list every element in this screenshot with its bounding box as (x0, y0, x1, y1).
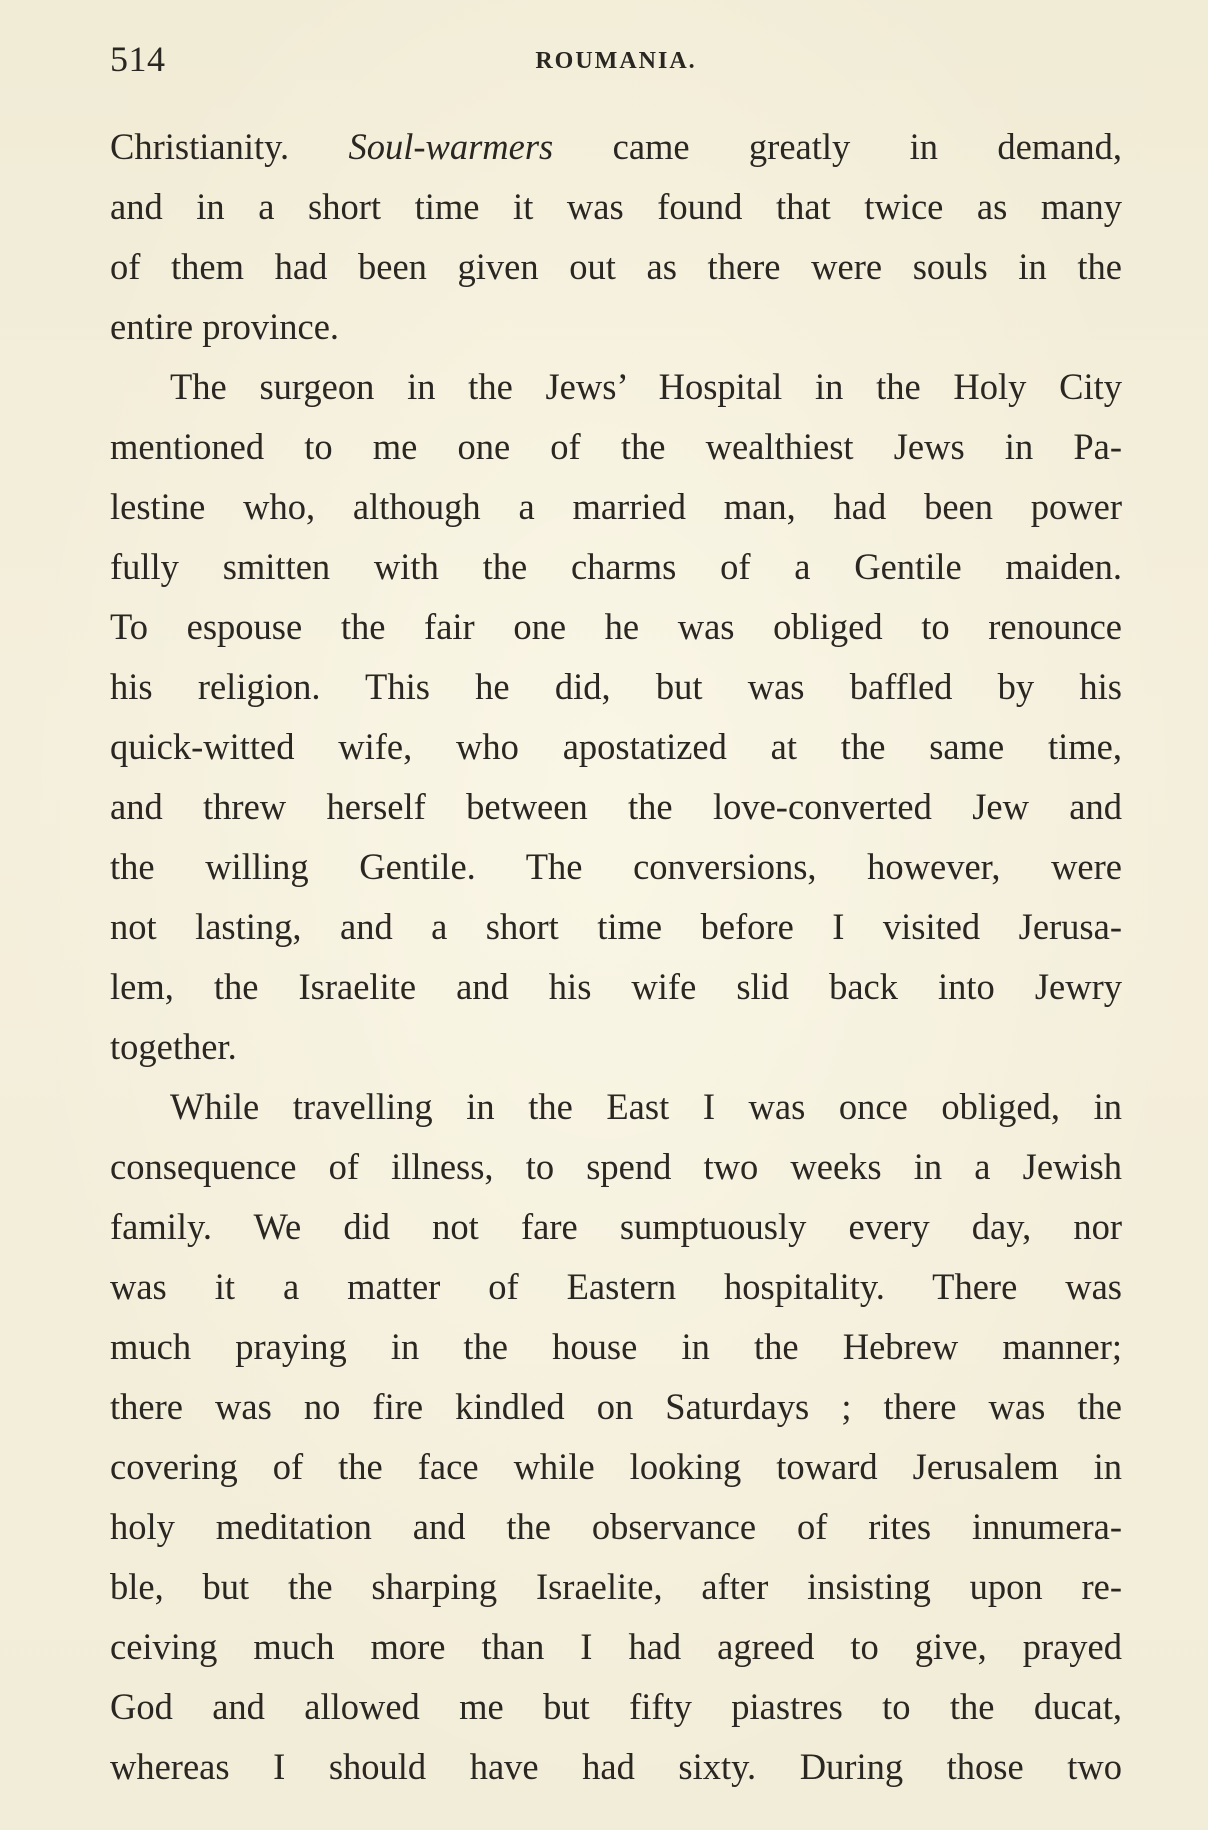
text-line: Christianity. Soul-warmers came greatly in demand, (110, 126, 1122, 167)
text-line: lem, the Israelite and his wife slid back into Jewry (110, 966, 1122, 1007)
text-line: and in a short time it was found that twice as many (110, 186, 1122, 227)
text-line: ble, but the sharping Israelite, after insisting upon re- (110, 1566, 1122, 1607)
text-line: the willing Gentile. The conversions, however, were (110, 846, 1122, 887)
body-text (110, 117, 1122, 1797)
page-number: 514 (110, 39, 166, 79)
text-line: To espouse the fair one he was obliged to renounce (110, 606, 1122, 647)
text-line: lestine who, although a married man, had been power (110, 486, 1122, 527)
paragraph-start-line: While travelling in the East I was once obliged, in (170, 1086, 1122, 1127)
text-line: not lasting, and a short time before I visited Jerusa- (110, 906, 1122, 947)
text-line: quick-witted wife, who apostatized at the same time, (110, 726, 1122, 767)
text-line: consequence of illness, to spend two weeks in a Jewish (110, 1146, 1122, 1187)
paragraph-start-line: The surgeon in the Jews’ Hospital in the Holy City (170, 366, 1122, 407)
italic-term: Soul-warmers (348, 126, 554, 167)
text-line: holy meditation and the observance of rites innumera- (110, 1506, 1122, 1547)
text-line: ceiving much more than I had agreed to give, prayed (110, 1626, 1122, 1667)
text-line: mentioned to me one of the wealthiest Jews in Pa- (110, 426, 1122, 467)
running-title: ROUMANIA. (535, 48, 697, 74)
text-line: of them had been given out as there were souls in the (110, 246, 1122, 287)
text-line: his religion. This he did, but was baffled by his (110, 666, 1122, 707)
text-line: fully smitten with the charms of a Gentile maiden. (110, 546, 1122, 587)
text-line: much praying in the house in the Hebrew manner; (110, 1326, 1122, 1367)
text-line: and threw herself between the love-converted Jew and (110, 786, 1122, 827)
text-line: entire province. (110, 306, 340, 347)
text-line: whereas I should have had sixty. During those two (110, 1746, 1122, 1787)
text-line: there was no fire kindled on Saturdays ; there was the (110, 1386, 1122, 1427)
text-line: was it a matter of Eastern hospitality. There was (110, 1266, 1122, 1307)
text-line: God and allowed me but fifty piastres to the ducat, (110, 1686, 1122, 1727)
text-line: covering of the face while looking toward Jerusalem in (110, 1446, 1122, 1487)
text-line: family. We did not fare sumptuously every day, nor (110, 1206, 1122, 1247)
text-line: together. (110, 1026, 237, 1067)
running-head (110, 38, 1122, 78)
